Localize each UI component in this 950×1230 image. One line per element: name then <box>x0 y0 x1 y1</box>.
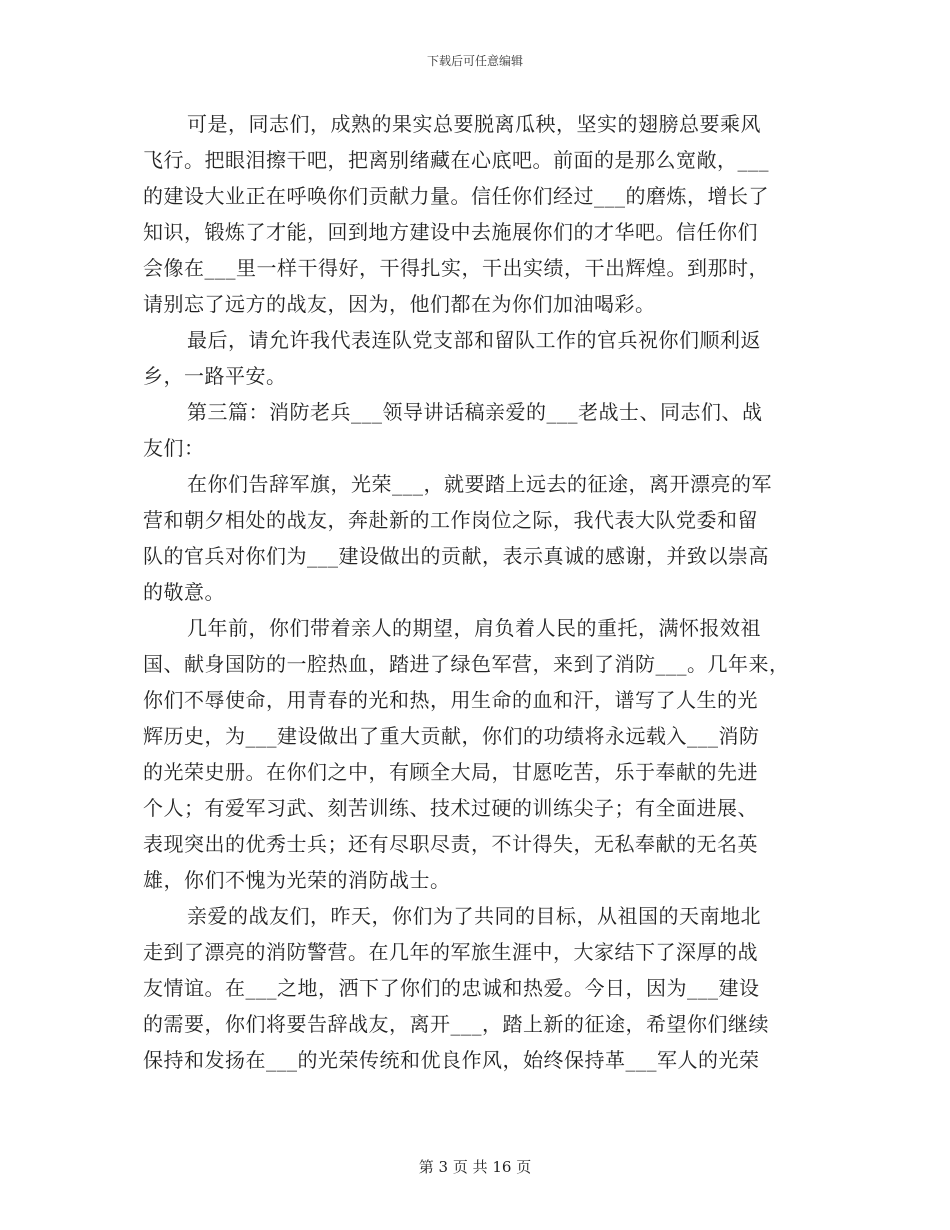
text-line: 知识，锻炼了才能，回到地方建设中去施展你们的才华吧。信任你们 <box>143 220 758 244</box>
section-heading-line: 第三篇：消防老兵___领导讲话稿亲爱的___老战士、同志们、战 <box>187 400 763 424</box>
text-line: 会像在___里一样干得好，干得扎实，干出实绩，干出辉煌。到那时， <box>143 256 769 280</box>
text-line: 营和朝夕相处的战友，奔赴新的工作岗位之际，我代表大队党委和留 <box>143 508 758 532</box>
text-line: 乡，一路平安。 <box>143 364 287 388</box>
text-line: 可是，同志们，成熟的果实总要脱离瓜秧，坚实的翅膀总要乘风 <box>187 112 761 136</box>
document-body <box>143 106 807 1078</box>
text-line: 雄，你们不愧为光荣的消防战士。 <box>143 868 451 892</box>
text-line: 表现突出的优秀士兵；还有尽职尽责，不计得失，无私奉献的无名英 <box>143 832 758 856</box>
text-line: 个人；有爱军习武、刻苦训练、技术过硬的训练尖子；有全面进展、 <box>143 796 758 820</box>
page-header: 下载后可任意编辑 <box>426 54 523 68</box>
text-line: 的光荣史册。在你们之中，有顾全大局，甘愿吃苦，乐于奉献的先进 <box>143 760 758 784</box>
text-line: 友们： <box>143 436 205 460</box>
text-line: 最后，请允许我代表连队党支部和留队工作的官兵祝你们顺利返 <box>187 328 761 352</box>
text-line: 队的官兵对你们为___建设做出的贡献，表示真诚的感谢，并致以崇高 <box>143 544 769 568</box>
text-line: 保持和发扬在___的光荣传统和优良作风，始终保持革___军人的光荣 <box>143 1048 760 1072</box>
text-line: 的敬意。 <box>143 580 225 604</box>
text-line: 几年前，你们带着亲人的期望，肩负着人民的重托，满怀报效祖 <box>187 616 761 640</box>
text-line: 辉历史，为___建设做出了重大贡献，你们的功绩将永远载入___消防 <box>143 724 760 748</box>
text-line: 的建设大业正在呼唤你们贡献力量。信任你们经过___的磨炼，增长了 <box>143 184 769 208</box>
text-line: 飞行。把眼泪擦干吧，把离别绪藏在心底吧。前面的是那么宽敞，___ <box>143 148 769 172</box>
page-number: 第 3 页 共 16 页 <box>418 1158 532 1176</box>
text-line: 友情谊。在___之地，洒下了你们的忠诚和热爱。今日，因为___建设 <box>143 976 760 1000</box>
text-line: 你们不辱使命，用青春的光和热，用生命的血和汗，谱写了人生的光 <box>143 688 758 712</box>
text-line: 国、献身国防的一腔热血，踏进了绿色军营，来到了消防___。几年来， <box>143 652 790 676</box>
text-line: 请别忘了远方的战友，因为，他们都在为你们加油喝彩。 <box>143 292 656 316</box>
text-line: 的需要，你们将要告辞战友，离开___，踏上新的征途，希望你们继续 <box>143 1012 769 1036</box>
text-line: 走到了漂亮的消防警营。在几年的军旅生涯中，大家结下了深厚的战 <box>143 940 758 964</box>
text-line: 亲爱的战友们，昨天，你们为了共同的目标，从祖国的天南地北 <box>187 904 761 928</box>
text-line: 在你们告辞军旗，光荣___，就要踏上远去的征途，离开漂亮的军 <box>187 472 772 496</box>
